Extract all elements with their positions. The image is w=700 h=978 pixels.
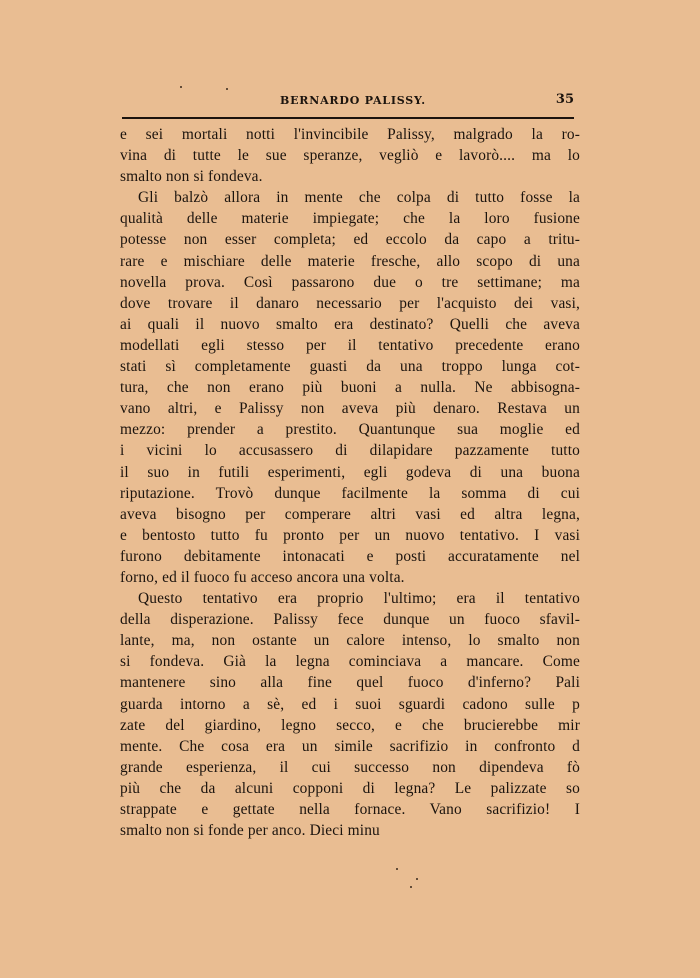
text-line: furono debitamente intonacati e posti accuratamente nel (120, 547, 580, 565)
text-line: mezzo: prender a prestito. Quantunque sua moglie ed (120, 421, 580, 439)
text-line: vina di tutte le sue speranze, vegliò e lavorò.... ma lo (120, 147, 580, 165)
text-line: strappate e gettate nella fornace. Vano sacrifizio! I (120, 801, 580, 818)
text-line: il suo in futili esperimenti, egli godeva di una buona (120, 463, 580, 481)
ink-speck (410, 886, 412, 888)
text-line: qualità delle materie impiegate; che la loro fusione (120, 210, 580, 228)
text-line: più che da alcuni copponi di legna? Le palizzate so (120, 779, 580, 797)
text-line: Questo tentativo era proprio l'ultimo; era il tentativo (138, 590, 580, 608)
text-line: dove trovare il danaro necessario per l'acquisto dei vasi, (120, 294, 580, 312)
text-line: e bentosto tutto fu pronto per un nuovo tentativo. I vasi (120, 526, 580, 544)
text-line: potesse non esser completa; ed eccolo da capo a tritu- (120, 231, 580, 249)
text-line: i vicini lo accusassero di dilapidare pazzamente tutto (120, 442, 580, 460)
text-line: mente. Che cosa era un simile sacrifizio in confronto d (120, 737, 580, 755)
page-number: 35 (555, 92, 574, 107)
text-line: tura, che non erano più buoni a nulla. Ne abbisogna- (120, 379, 580, 397)
header-rule (122, 117, 574, 119)
text-line: forno, ed il fuoco fu acceso ancora una volta. (120, 568, 405, 586)
text-line: vano altri, e Palissy non aveva più denaro. Restava un (120, 400, 580, 418)
text-line: e sei mortali notti l'invincibile Palissy, malgrado la ro- (120, 126, 580, 143)
text-line: ai quali il nuovo smalto era destinato? Quelli che aveva (120, 315, 580, 333)
ink-speck (396, 868, 398, 870)
text-line: grande esperienza, il cui successo non dipendeva fò (120, 758, 580, 776)
body-text (120, 124, 580, 841)
page-header (120, 92, 578, 112)
text-line: smalto non si fonde per anco. Dieci minu (120, 822, 380, 840)
text-line: stati sì completamente guasti da una troppo lunga cot- (120, 358, 580, 376)
ink-speck (180, 86, 182, 88)
text-line: Gli balzò allora in mente che colpa di tutto fosse la (138, 189, 580, 207)
text-line: aveva bisogno per comperare altri vasi ed altra legna, (120, 505, 580, 523)
text-line: lante, ma, non ostante un calore intenso, lo smalto non (120, 632, 580, 650)
text-line: guarda intorno a sè, ed i suoi sguardi cadono sulle p (120, 695, 580, 713)
text-line: novella prova. Così passarono due o tre settimane; ma (120, 273, 580, 291)
text-line: smalto non si fondeva. (120, 168, 263, 186)
ink-speck (416, 878, 418, 880)
text-line: riputazione. Trovò dunque facilmente la somma di cui (120, 484, 580, 502)
ink-speck (226, 88, 228, 90)
text-line: modellati egli stesso per il tentativo precedente erano (120, 336, 580, 354)
running-head: BERNARDO PALISSY. (280, 94, 426, 107)
text-line: mantenere sino alla fine quel fuoco d'inferno? Pali (120, 674, 580, 692)
text-line: si fondeva. Già la legna cominciava a mancare. Come (120, 653, 580, 671)
text-line: rare e mischiare delle materie fresche, allo scopo di una (120, 252, 580, 270)
text-line: zate del giardino, legno secco, e che brucierebbe mir (120, 716, 580, 734)
text-line: della disperazione. Palissy fece dunque un fuoco sfavil- (120, 611, 580, 629)
